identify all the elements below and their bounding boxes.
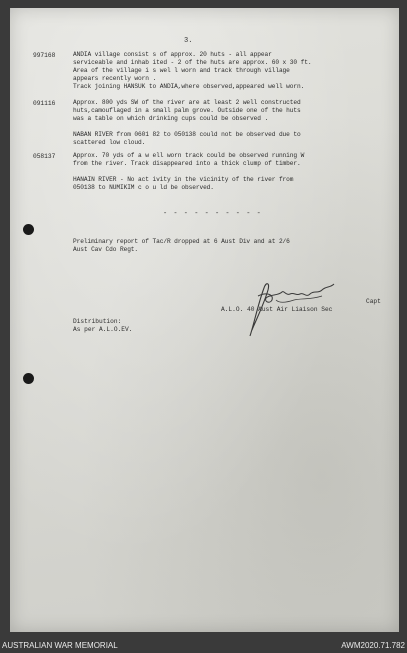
section-divider: - - - - - - - - - -: [163, 210, 262, 218]
entry-reference: 058137: [33, 153, 56, 160]
punch-hole: [23, 373, 34, 384]
entry-reference: 091116: [33, 100, 56, 107]
archive-footer: [0, 640, 407, 653]
punch-hole: [23, 224, 34, 235]
preliminary-report: Preliminary report of Tac/R dropped at 6 Aust Div and at 2/6 Aust Cav Cdo Regt.: [73, 238, 290, 253]
signature-title: A.L.O. 40 Aust Air Liaison Sec: [221, 306, 333, 313]
page-number: 3.: [184, 37, 193, 45]
entry-text: ANDIA village consist s of approx. 20 huts - all appear serviceable and inhab ited - 2 of the huts are approx. 60 x 30 ft. Area of the village i s wel l worn and track through village appears recently worn . Track joining HANSUK to ANDIA,where observed,appeared well worn.: [73, 51, 312, 90]
entry-text: Approx. 70 yds of a w ell worn track could be observed running W from the river. Track disappeared into a thick clump of timber. HANAIN RIVER - No act ivity in the vicinity of the river from 050138 to NUMIKIM c o u ld be observed.: [73, 152, 305, 191]
footer-institution: AUSTRALIAN WAR MEMORIAL: [2, 641, 118, 650]
footer-accession-number: AWM2020.71.782: [341, 641, 405, 650]
distribution-list: Distribution: As per A.L.O.EV.: [73, 318, 133, 333]
entry-text: Approx. 800 yds SW of the river are at least 2 well constructed huts,camouflaged in a small palm grove. Outside one of the huts was a table on which drinking cups could be observed . NABAN RIVER from 0601 82 to 050138 could not be observed due to scattered low cloud.: [73, 99, 301, 146]
entry-reference: 997168: [33, 52, 56, 59]
signature-rank: Capt: [366, 298, 381, 305]
